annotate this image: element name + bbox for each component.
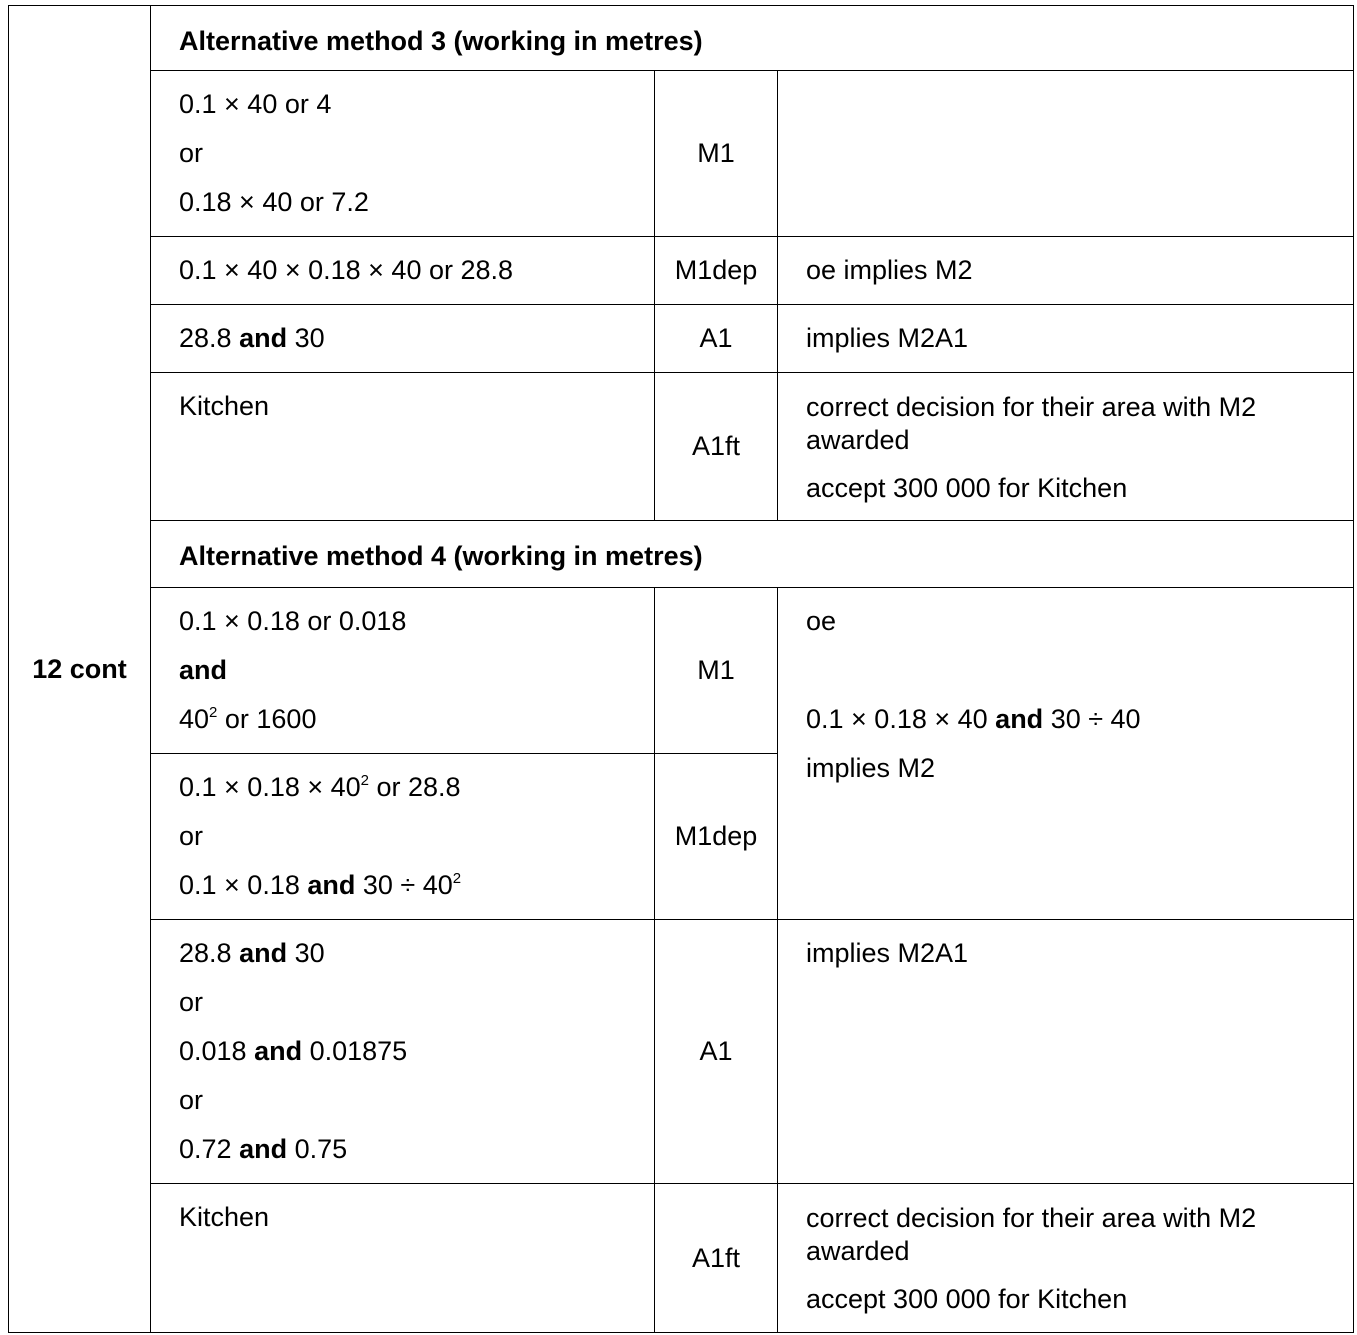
mark-scheme-table [8, 5, 1354, 1333]
answer-cell [151, 373, 655, 521]
answer-line: 28.8 and 30 [179, 323, 325, 353]
method4-header-row [9, 521, 1354, 588]
comment-cell [778, 305, 1354, 373]
answer-line: 0.1 × 40 or 4 [179, 89, 332, 119]
answer-line: 0.72 and 0.75 [179, 1134, 348, 1164]
answer-line: and [179, 655, 228, 685]
answer-line: Kitchen [179, 391, 270, 421]
mark-cell: M1 [655, 588, 778, 754]
answer-cell [151, 588, 655, 754]
answer-line: or [179, 138, 204, 168]
answer-line: or [179, 821, 204, 851]
mark-cell: A1 [655, 305, 778, 373]
comment-line: accept 300 000 for Kitchen [806, 1284, 1128, 1314]
comment-cell-merged [778, 588, 1354, 920]
answer-line: Kitchen [179, 1202, 270, 1232]
answer-line: $0.1 \times 0.18 \times 40^2$ or 28.8 [179, 772, 461, 802]
answer-cell [151, 237, 655, 305]
answer-line: 0.18 × 40 or 7.2 [179, 187, 369, 217]
comment-line: correct decision for their area with M2 awarded [806, 1203, 1257, 1266]
comment-line: oe [806, 606, 837, 636]
method3-row-4 [9, 373, 1354, 521]
mark-cell: M1dep [655, 237, 778, 305]
answer-line: or [179, 1085, 204, 1115]
question-number: 12 cont [9, 6, 151, 1333]
comment-line: implies M2A1 [806, 323, 969, 353]
answer-line: 0.1 × 40 × 0.18 × 40 or 28.8 [179, 255, 514, 285]
method3-header: Alternative method 3 (working in metres) [151, 6, 1354, 71]
answer-line: 0.1 × 0.18 or 0.018 [179, 606, 407, 636]
comment-cell [778, 237, 1354, 305]
method4-row-4 [9, 1184, 1354, 1333]
method3-row-2 [9, 237, 1354, 305]
method4-header: Alternative method 4 (working in metres) [151, 521, 1354, 588]
method3-row-1 [9, 71, 1354, 237]
mark-cell: A1 [655, 920, 778, 1184]
comment-line: oe implies M2 [806, 255, 973, 285]
mark-cell: A1ft [655, 1184, 778, 1333]
mark-cell: A1ft [655, 373, 778, 521]
answer-cell [151, 71, 655, 237]
comment-cell [778, 920, 1354, 1184]
answer-line: 0.1 × 0.18 and $30 \div 40^2$ [179, 870, 462, 900]
mark-cell: M1dep [655, 754, 778, 920]
answer-line: $40^2$ or 1600 [179, 704, 317, 734]
comment-line: accept 300 000 for Kitchen [806, 473, 1128, 503]
answer-line: 28.8 and 30 [179, 938, 325, 968]
comment-line: correct decision for their area with M2 awarded [806, 392, 1257, 455]
method4-row-1 [9, 588, 1354, 754]
answer-cell [151, 1184, 655, 1333]
mark-cell: M1 [655, 71, 778, 237]
answer-line: 0.018 and 0.01875 [179, 1036, 408, 1066]
method4-row-3 [9, 920, 1354, 1184]
method3-header-row [9, 6, 1354, 71]
answer-cell [151, 920, 655, 1184]
comment-line: implies M2A1 [806, 938, 969, 968]
comment-cell [778, 1184, 1354, 1333]
comment-line: 0.1 × 0.18 × 40 and 30 ÷ 40 [806, 704, 1141, 734]
method3-row-3 [9, 305, 1354, 373]
comment-cell [778, 71, 1354, 237]
comment-cell [778, 373, 1354, 521]
answer-line: or [179, 987, 204, 1017]
answer-cell [151, 305, 655, 373]
answer-cell [151, 754, 655, 920]
comment-line: implies M2 [806, 753, 936, 783]
